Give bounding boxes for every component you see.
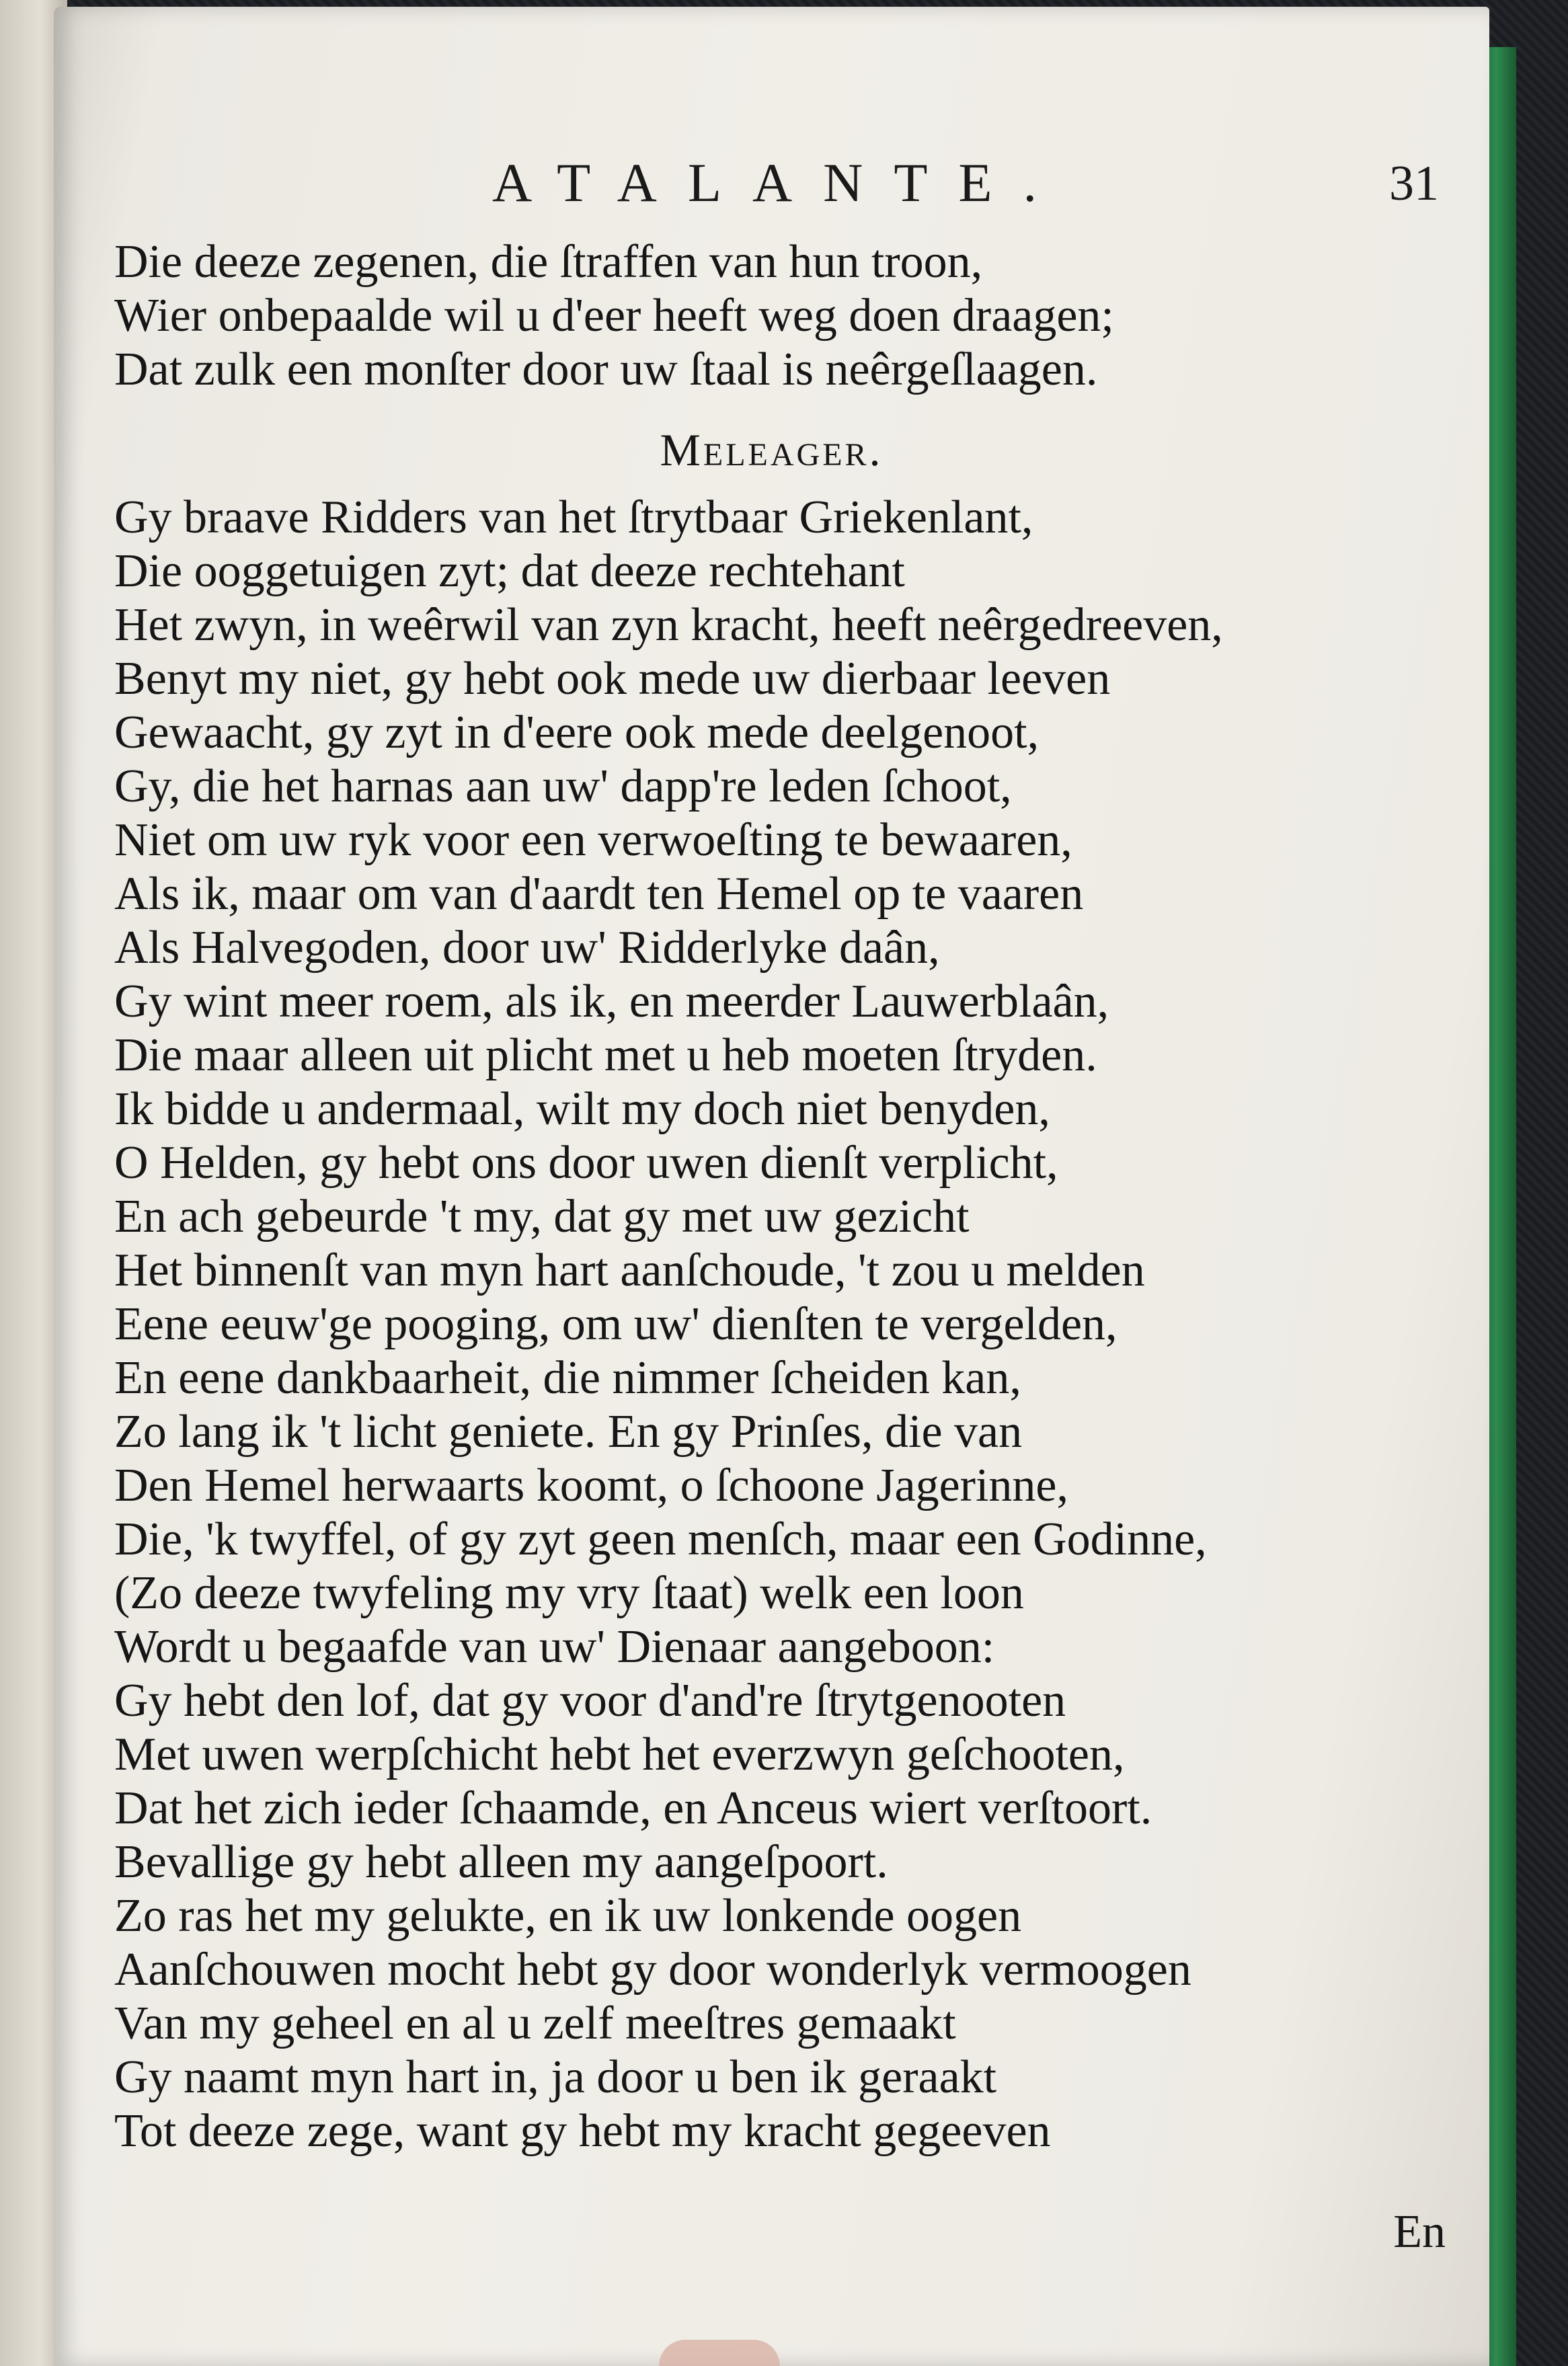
verse-line: O Helden, gy hebt ons door uwen dienſt verplicht, xyxy=(114,1137,1058,1189)
verse-line: Als Halvegoden, door uw' Ridderlyke daân, xyxy=(114,922,940,974)
book-page xyxy=(54,7,1489,2366)
verse-line: Gy hebt den lof, dat gy voor d'and're ſtrytgenooten xyxy=(114,1675,1066,1727)
verse-line: Gy, die het harnas aan uw' dapp're leden ſchoot, xyxy=(114,760,1012,812)
verse-line: Als ik, maar om van d'aardt ten Hemel op te vaaren xyxy=(114,868,1084,920)
verse-line: Dat zulk een monſter door uw ſtaal is neêrgeſlaagen. xyxy=(114,344,1098,395)
opening-verse-block xyxy=(114,235,1446,397)
speech-verse-block xyxy=(114,491,1446,2158)
verse-line: (Zo deeze twyfeling my vry ſtaat) welk een loon xyxy=(114,1567,1024,1619)
verse-line: Den Hemel herwaarts koomt, o ſchoone Jagerinne, xyxy=(114,1460,1068,1511)
verse-line: Dat het zich ieder ſchaamde, en Anceus wiert verſtoort. xyxy=(114,1782,1152,1834)
verse-line: En ach gebeurde 't my, dat gy met uw gezicht xyxy=(114,1191,970,1243)
verse-line: Tot deeze zege, want gy hebt my kracht gegeeven xyxy=(114,2105,1051,2157)
verse-line: Benyt my niet, gy hebt ook mede uw dierbaar leeven xyxy=(114,653,1111,705)
verse-line: Wier onbepaalde wil u d'eer heeft weg doen draagen; xyxy=(114,290,1114,342)
verse-line: Aanſchouwen mocht hebt gy door wonderlyk vermoogen xyxy=(114,1944,1191,1996)
verse-line: Van my geheel en al u zelf meeſtres gemaakt xyxy=(114,1998,956,2049)
verse-line: Gewaacht, gy zyt in d'eere ook mede deelgenoot, xyxy=(114,707,1040,758)
verse-line: En eene dankbaarheit, die nimmer ſcheiden kan, xyxy=(114,1352,1021,1404)
catchword: En xyxy=(1393,2206,1446,2258)
verse-line: Die maar alleen uit plicht met u heb moeten ſtryden. xyxy=(114,1029,1097,1081)
verse-line: Die deeze zegenen, die ſtraffen van hun troon, xyxy=(114,236,983,288)
running-title: ATALANTE. xyxy=(492,152,1068,213)
verse-line: Bevallige gy hebt alleen my aangeſpoort. xyxy=(114,1836,888,1888)
verse-line: Het zwyn, in weêrwil van zyn kracht, heeft neêrgedreeven, xyxy=(114,599,1223,651)
verse-line: Met uwen werpſchicht hebt het everzwyn geſchooten, xyxy=(114,1729,1125,1780)
verse-line: Die ooggetuigen zyt; dat deeze rechtehant xyxy=(114,545,905,597)
verse-line: Eene eeuw'ge pooging, om uw' dienſten te vergelden, xyxy=(114,1298,1118,1350)
verse-line: Wordt u begaafde van uw' Dienaar aangeboon: xyxy=(114,1621,995,1673)
verse-line: Gy braave Ridders van het ſtrytbaar Griekenlant, xyxy=(114,491,1033,543)
verse-line: Niet om uw ryk voor een verwoeſting te bewaaren, xyxy=(114,814,1072,866)
verse-line: Gy naamt myn hart in, ja door u ben ik geraakt xyxy=(114,2051,997,2103)
verse-line: Gy wint meer roem, als ik, en meerder Lauwerblaân, xyxy=(114,976,1109,1027)
verse-line: Ik bidde u andermaal, wilt my doch niet benyden, xyxy=(114,1083,1050,1135)
holding-finger xyxy=(659,2340,780,2366)
page-number: 31 xyxy=(1389,156,1439,211)
running-head xyxy=(54,151,1489,219)
speaker-heading: Meleager. xyxy=(660,424,884,475)
verse-line: Zo lang ik 't licht geniete. En gy Prinſes, die van xyxy=(114,1406,1023,1458)
verse-line: Die, 'k twyffel, of gy zyt geen menſch, maar een Godinne, xyxy=(114,1513,1207,1565)
verse-line: Zo ras het my gelukte, en ik uw lonkende oogen xyxy=(114,1890,1022,1942)
verse-line: Het binnenſt van myn hart aanſchoude, 't zou u melden xyxy=(114,1245,1145,1296)
